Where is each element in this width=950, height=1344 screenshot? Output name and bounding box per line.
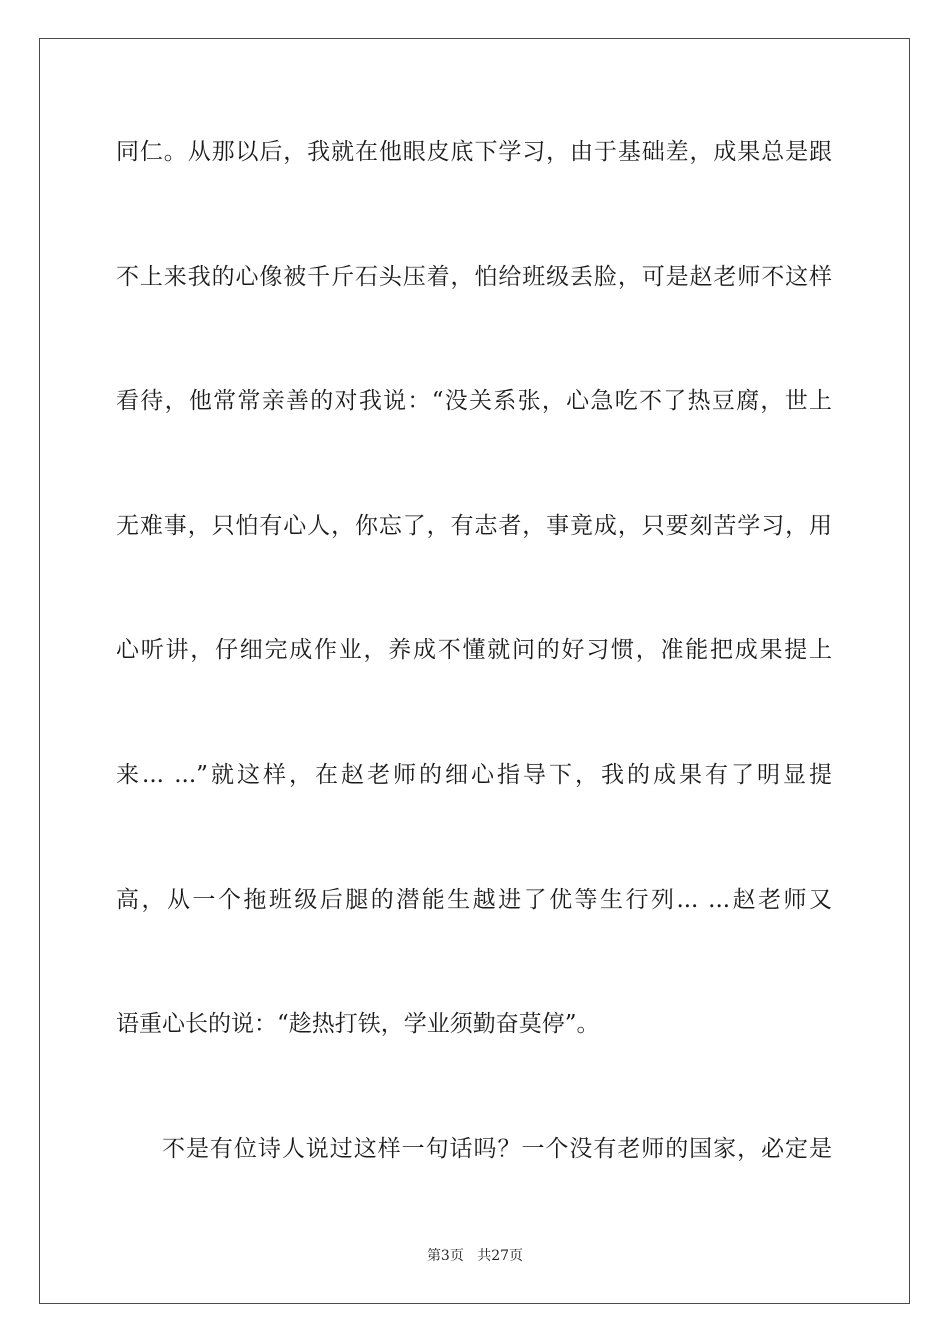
body-line-4: 无难事，只怕有心人，你忘了，有志者，事竟成，只要刻苦学习，用 [116, 513, 832, 539]
body-line-1: 同仁。从那以后，我就在他眼皮底下学习，由于基础差，成果总是跟 [116, 139, 832, 165]
body-line-3: 看待，他常常亲善的对我说：“没关系张，心急吃不了热豆腐，世上 [116, 388, 832, 414]
body-line-7: 高，从一个拖班级后腿的潜能生越进了优等生行列... ...赵老师又 [116, 887, 832, 913]
page-number: 第3页 [426, 1248, 464, 1264]
page-border [39, 38, 910, 1304]
page-total: 共27页 [477, 1248, 524, 1264]
body-line-5: 心听讲，仔细完成作业，养成不懂就问的好习惯，准能把成果提上 [116, 637, 832, 663]
body-line-8: 语重心长的说：“趁热打铁，学业须勤奋莫停”。 [116, 1011, 600, 1037]
paragraph-start-line: 不是有位诗人说过这样一句话吗？一个没有老师的国家，必定是 [162, 1136, 832, 1162]
page-footer [0, 1247, 950, 1265]
body-line-2: 不上来我的心像被千斤石头压着，怕给班级丢脸，可是赵老师不这样 [116, 264, 832, 290]
body-line-6: 来... ...”就这样，在赵老师的细心指导下，我的成果有了明显提 [116, 762, 832, 788]
